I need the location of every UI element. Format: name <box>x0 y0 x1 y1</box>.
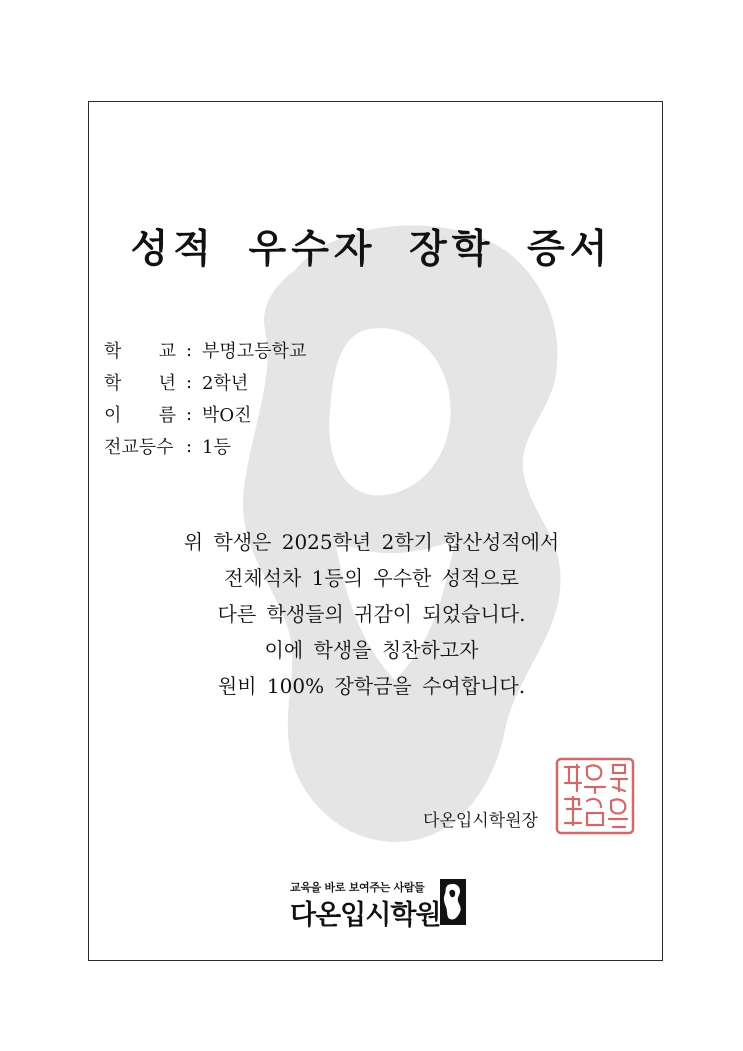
info-row-grade <box>104 366 306 398</box>
student-info <box>104 334 306 462</box>
signer-name: 다온입시학원장 <box>423 811 538 831</box>
info-colon: : <box>185 403 193 425</box>
certificate-title: 성적 우수자 장학 증서 <box>130 226 613 272</box>
body-line: 전체석차 1등의 우수한 성적으로 <box>224 566 519 590</box>
academy-tagline: 교육을 바로 보여주는 사람들 <box>290 881 425 894</box>
official-seal-stamp <box>555 757 635 835</box>
info-value-grade: 2학년 <box>202 373 249 394</box>
body-line: 위 학생은 2025학년 2학기 합산성적에서 <box>183 530 560 554</box>
info-label-school: 학 교 <box>104 341 176 362</box>
academy-name: 다온입시학원 <box>290 900 441 931</box>
body-line: 이에 학생을 칭찬하고자 <box>264 638 479 662</box>
info-colon: : <box>185 435 193 457</box>
body-line: 다른 학생들의 귀감이 되었습니다. <box>217 602 526 626</box>
certificate-body <box>0 524 743 704</box>
academy-logo-icon <box>440 879 466 925</box>
info-value-school: 부명고등학교 <box>202 341 307 362</box>
info-label-rank: 전교등수 <box>104 437 174 458</box>
info-colon: : <box>185 339 193 361</box>
info-value-rank: 1등 <box>202 437 231 458</box>
info-row-name <box>104 398 306 430</box>
info-value-name: 박O진 <box>202 405 252 426</box>
info-colon: : <box>185 371 193 393</box>
info-row-school <box>104 334 306 366</box>
body-line: 원비 100% 장학금을 수여합니다. <box>217 674 526 698</box>
info-label-name: 이 름 <box>104 405 176 426</box>
info-label-grade: 학 년 <box>104 373 176 394</box>
info-row-rank <box>104 430 306 462</box>
